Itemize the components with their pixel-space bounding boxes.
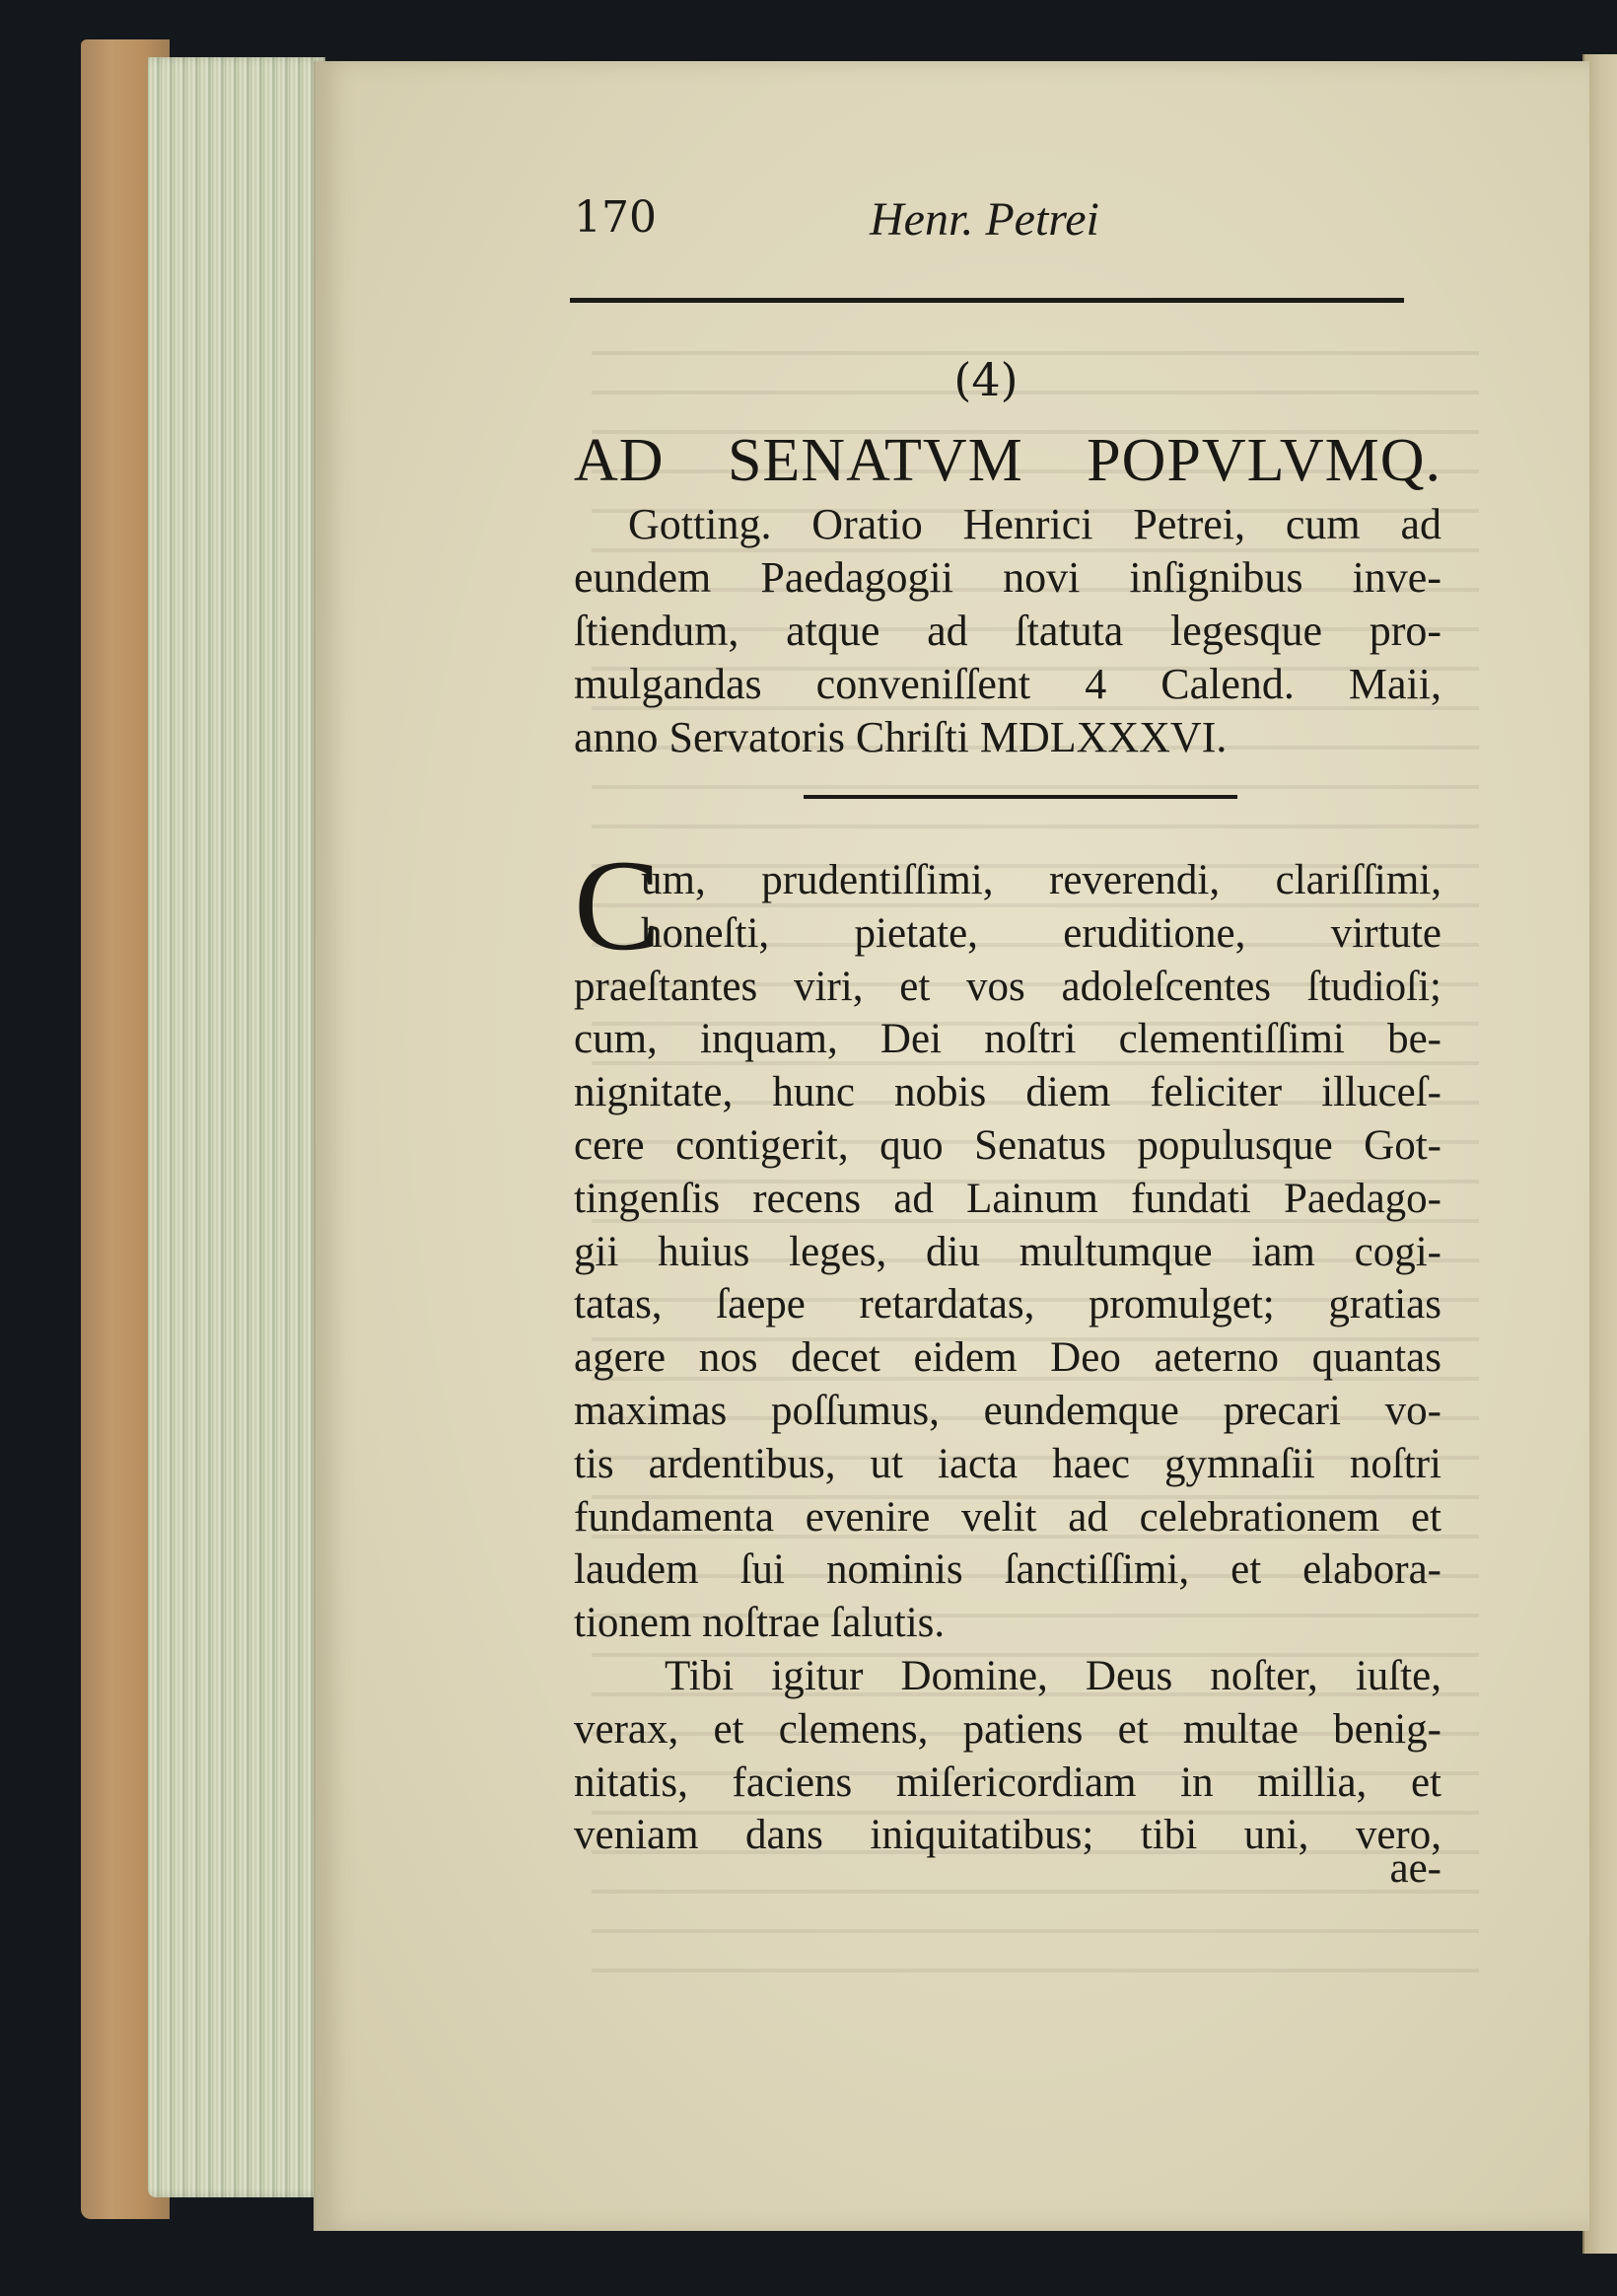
address-title: [574, 426, 1441, 496]
body-line: praeſtantes viri, et vos adoleſcentes ſtudioſi;: [574, 963, 1441, 1010]
page-edges: [148, 57, 325, 2197]
body-line: um, prudentiſſimi, reverendi, clariſſimi,: [641, 857, 1441, 903]
address-title-word: AD: [574, 427, 665, 494]
page-number: 170: [574, 192, 657, 243]
body-line: agere nos decet eidem Deo aeterno quantas: [574, 1334, 1441, 1382]
body-line: laudem ſui nominis ſanctiſſimi, et elabora-: [574, 1546, 1441, 1594]
body-line: cere contigerit, quo Senatus populusque Got-: [574, 1121, 1441, 1169]
body-line: nignitate, hunc nobis diem feliciter illuceſ-: [574, 1069, 1441, 1116]
body-line: verax, et clemens, patiens et multae benig-: [574, 1705, 1441, 1753]
section-rule: [804, 795, 1237, 799]
body-line: tis ardentibus, ut iacta haec gymnaſii noſtri: [574, 1440, 1441, 1487]
body-line: veniam dans iniquitatibus; tibi uni, vero,: [574, 1812, 1441, 1859]
subtitle-line: Gotting. Oratio Henrici Petrei, cum ad: [628, 500, 1441, 548]
body-line: cum, inquam, Dei noſtri clementiſſimi be-: [574, 1016, 1441, 1063]
header-rule: [570, 298, 1404, 303]
subtitle-line: eundem Paedagogii novi inſignibus inve-: [574, 553, 1441, 602]
body-line: maximas poſſumus, eundemque precari vo-: [574, 1387, 1441, 1434]
body-line: gii huius leges, diu multumque iam cogi-: [574, 1228, 1441, 1275]
body-line: nitatis, faciens miſericordiam in millia, et: [574, 1758, 1441, 1806]
body-line: tingenſis recens ad Lainum fundati Paedago-: [574, 1175, 1441, 1222]
catchword: ae-: [1389, 1845, 1441, 1892]
oration-subtitle: [574, 498, 1441, 764]
body-line: Tibi igitur Domine, Deus noſter, iuſte,: [665, 1652, 1441, 1699]
subtitle-line: ſtiendum, atque ad ſtatuta legesque pro-: [574, 607, 1441, 655]
oration-body: [574, 854, 1441, 1862]
address-title-word: SENATVM: [727, 427, 1023, 494]
address-title-word: POPVLVMQ.: [1087, 427, 1441, 494]
body-line: honeſti, pietate, eruditione, virtute: [641, 909, 1441, 957]
body-line: fundamenta evenire velit ad celebrationem et: [574, 1493, 1441, 1541]
body-line: tatas, ſaepe retardatas, promulget; gratias: [574, 1281, 1441, 1328]
section-number: (4): [953, 353, 1019, 406]
body-line: tionem noſtrae ſalutis.: [574, 1600, 946, 1647]
running-head: [574, 192, 1441, 261]
subtitle-line: mulgandas conveniſſent 4 Calend. Maii,: [574, 660, 1441, 708]
running-title: Henr. Petrei: [870, 193, 1099, 246]
drop-cap: C: [574, 832, 662, 977]
subtitle-line: anno Servatoris Chriſti MDLXXXVI.: [574, 713, 1228, 761]
